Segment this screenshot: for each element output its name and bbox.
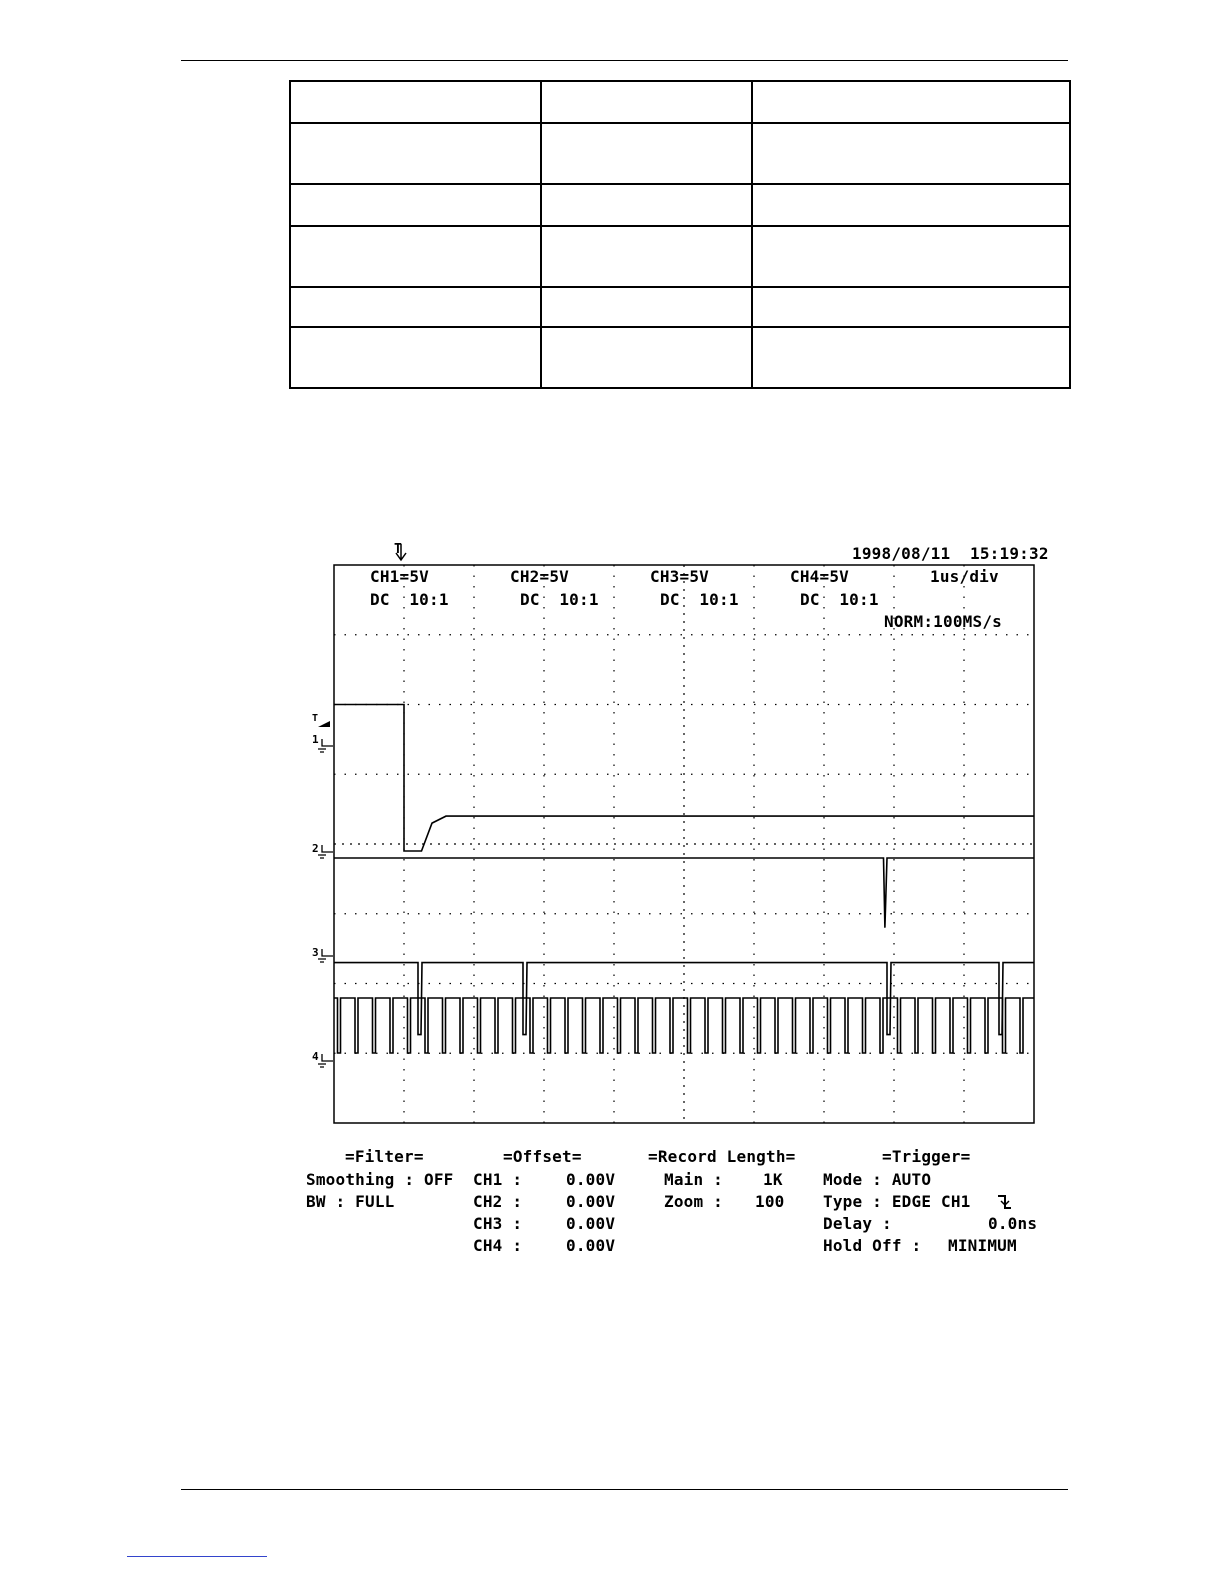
ch2-ground-marker: 2 — [312, 842, 319, 855]
ch4-scale: CH4=5V — [790, 567, 849, 586]
channel-markers — [318, 544, 406, 1067]
trigger-title: =Trigger= — [882, 1147, 971, 1166]
record-length-title: =Record Length= — [648, 1147, 796, 1166]
footer-rule — [181, 1489, 1068, 1490]
trigger-level-marker: T — [312, 713, 319, 724]
trigger-holdoff-value: MINIMUM — [948, 1236, 1017, 1255]
ch4-coupling: DC 10:1 — [800, 590, 879, 609]
ch2-coupling: DC 10:1 — [520, 590, 599, 609]
ch1-ground-marker: 1 — [312, 733, 319, 746]
filter-title: =Filter= — [345, 1147, 424, 1166]
offset-ch4-value: 0.00V — [566, 1236, 616, 1255]
ch2-scale: CH2=5V — [510, 567, 569, 586]
timebase: 1us/div — [930, 567, 999, 586]
offset-title: =Offset= — [503, 1147, 582, 1166]
trigger-mode: Mode : AUTO — [823, 1170, 932, 1189]
ground-icon — [318, 845, 333, 858]
record-main-label: Main : — [664, 1170, 723, 1189]
record-zoom-value: 100 — [755, 1192, 785, 1211]
filter-smoothing: Smoothing : OFF — [306, 1170, 454, 1189]
ground-icon — [318, 1054, 333, 1067]
trigger-position-marker: T — [394, 542, 403, 557]
offset-ch1-label: CH1 : — [473, 1170, 523, 1189]
offset-ch2-value: 0.00V — [566, 1192, 616, 1211]
trigger-holdoff-label: Hold Off : — [823, 1236, 922, 1255]
record-zoom-label: Zoom : — [664, 1192, 723, 1211]
offset-ch2-label: CH2 : — [473, 1192, 523, 1211]
offset-ch3-value: 0.00V — [566, 1214, 616, 1233]
offset-ch4-label: CH4 : — [473, 1236, 523, 1255]
capture-datetime: 1998/08/11 15:19:32 — [852, 544, 1049, 563]
falling-edge-icon — [996, 1193, 1012, 1211]
ground-icon — [318, 949, 333, 962]
ground-icon — [318, 739, 333, 752]
screen-grid — [334, 565, 1034, 1123]
filter-bandwidth: BW : FULL — [306, 1192, 395, 1211]
footer-link-underline — [127, 1556, 267, 1557]
ch3-scale: CH3=5V — [650, 567, 709, 586]
offset-ch3-label: CH3 : — [473, 1214, 523, 1233]
trigger-delay-value: 0.0ns — [988, 1214, 1038, 1233]
trigger-delay-label: Delay : — [823, 1214, 892, 1233]
ch4-ground-marker: 4 — [312, 1050, 319, 1063]
offset-ch1-value: 0.00V — [566, 1170, 616, 1189]
trigger-type: Type : EDGE CH1 — [823, 1192, 971, 1211]
ch1-scale: CH1=5V — [370, 567, 429, 586]
ch3-ground-marker: 3 — [312, 946, 319, 959]
trigger-level-icon — [318, 721, 330, 727]
ch3-coupling: DC 10:1 — [660, 590, 739, 609]
sample-rate: NORM:100MS/s — [884, 612, 1002, 631]
ch1-coupling: DC 10:1 — [370, 590, 449, 609]
record-main-value: 1K — [763, 1170, 783, 1189]
